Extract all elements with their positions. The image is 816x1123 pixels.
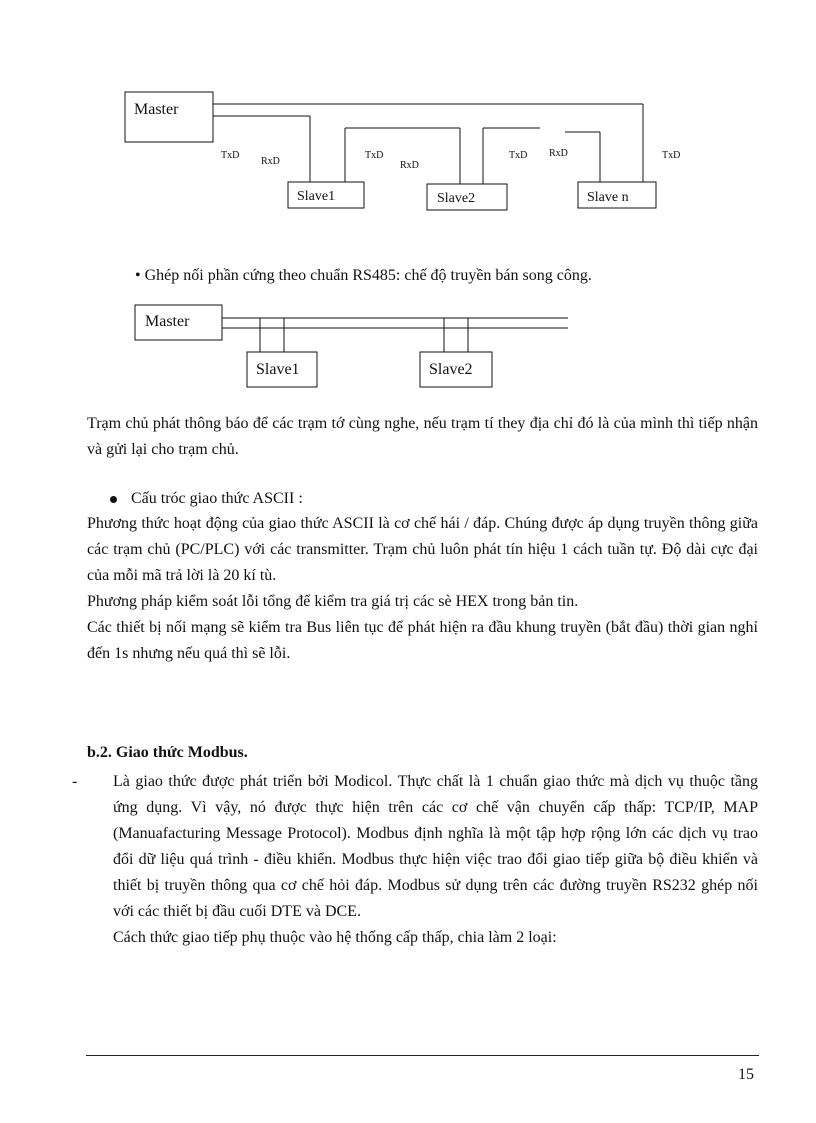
page-number: 15 xyxy=(738,1066,754,1083)
signal-label: RxD xyxy=(400,160,419,171)
rs485-diagram xyxy=(0,0,816,400)
rs232-slaven-label: Slave n xyxy=(587,190,629,205)
signal-label: RxD xyxy=(261,156,280,167)
bullet-dot-icon xyxy=(110,496,117,503)
rs485-slave2-label: Slave2 xyxy=(429,361,473,378)
modbus-paragraph: Là giao thức được phát triển bởi Modicol. Thực chất là 1 chuẩn giao thức mà dịch vụ thuộc tầng ứng dụng. Vì vậy, nó được thực hiện trên các cơ chế vận chuyển cấp thấp: TCP/IP, MAP (Manuafacturing Message Protocol). Modbus định nghĩa là một tập hợp rộng lớn các dịch vụ trao đổi dữ liệu quá trình - điều khiển. Modbus thực hiện việc trao đổi giao tiếp giữa bộ điều khiển và thiết bị truyền thông qua cơ chế hỏi đáp. Modbus sử dụng trên các đường truyền RS232 ghép nối với các thiết bị đầu cuối DTE và DCE. xyxy=(113,773,758,920)
rs232-slave1-label: Slave1 xyxy=(297,189,336,204)
signal-label: TxD xyxy=(365,150,384,161)
modbus-body xyxy=(113,769,758,951)
ascii-bullet-label: Cấu tróc giao thức ASCII : xyxy=(131,490,303,507)
ascii-line: Các thiết bị nối mạng sẽ kiểm tra Bus liên tục để phát hiện ra đầu khung truyền (bắt đầu) thời gian nghỉ đến 1s nhưng nếu quá thì sẽ lỗi. xyxy=(87,619,758,662)
rs485-caption: • Ghép nối phần cứng theo chuẩn RS485: chế độ truyền bán song công. xyxy=(135,267,592,284)
rs485-master-label: Master xyxy=(145,313,190,330)
footer-divider xyxy=(86,1055,759,1056)
master-text: Trạm chủ phát thông báo để các trạm tớ cùng nghe, nếu trạm tí they địa chỉ đó là của mình thì tiếp nhận và gửi lại cho trạm chủ. xyxy=(87,415,758,458)
rs232-master-label: Master xyxy=(134,101,179,118)
ascii-paragraphs xyxy=(87,511,758,667)
rs232-slave2-label: Slave2 xyxy=(437,191,476,206)
signal-label: TxD xyxy=(221,150,240,161)
list-dash: - xyxy=(72,773,78,790)
section-heading: b.2. Giao thức Modbus. xyxy=(87,744,248,761)
ascii-line: Phương thức hoạt động của giao thức ASCII là cơ chế hái / đáp. Chúng được áp dụng truyền thông giữa các trạm chủ (PC/PLC) với các transmitter. Trạm chủ luôn phát tín hiệu 1 cách tuần tự. Độ dài cực đại của mỗi mã trả lời là 20 kí tù. xyxy=(87,515,758,584)
master-paragraph xyxy=(87,411,758,463)
signal-label: RxD xyxy=(549,148,568,159)
signal-label: TxD xyxy=(662,150,681,161)
ascii-bullet xyxy=(110,489,303,509)
modbus-line2: Cách thức giao tiếp phụ thuộc vào hệ thống cấp thấp, chia làm 2 loại: xyxy=(113,929,557,946)
signal-label: TxD xyxy=(509,150,528,161)
rs485-slave1-label: Slave1 xyxy=(256,361,300,378)
ascii-line: Phương pháp kiểm soát lỗi tổng để kiểm tra giá trị các sè HEX trong bản tin. xyxy=(87,593,579,610)
